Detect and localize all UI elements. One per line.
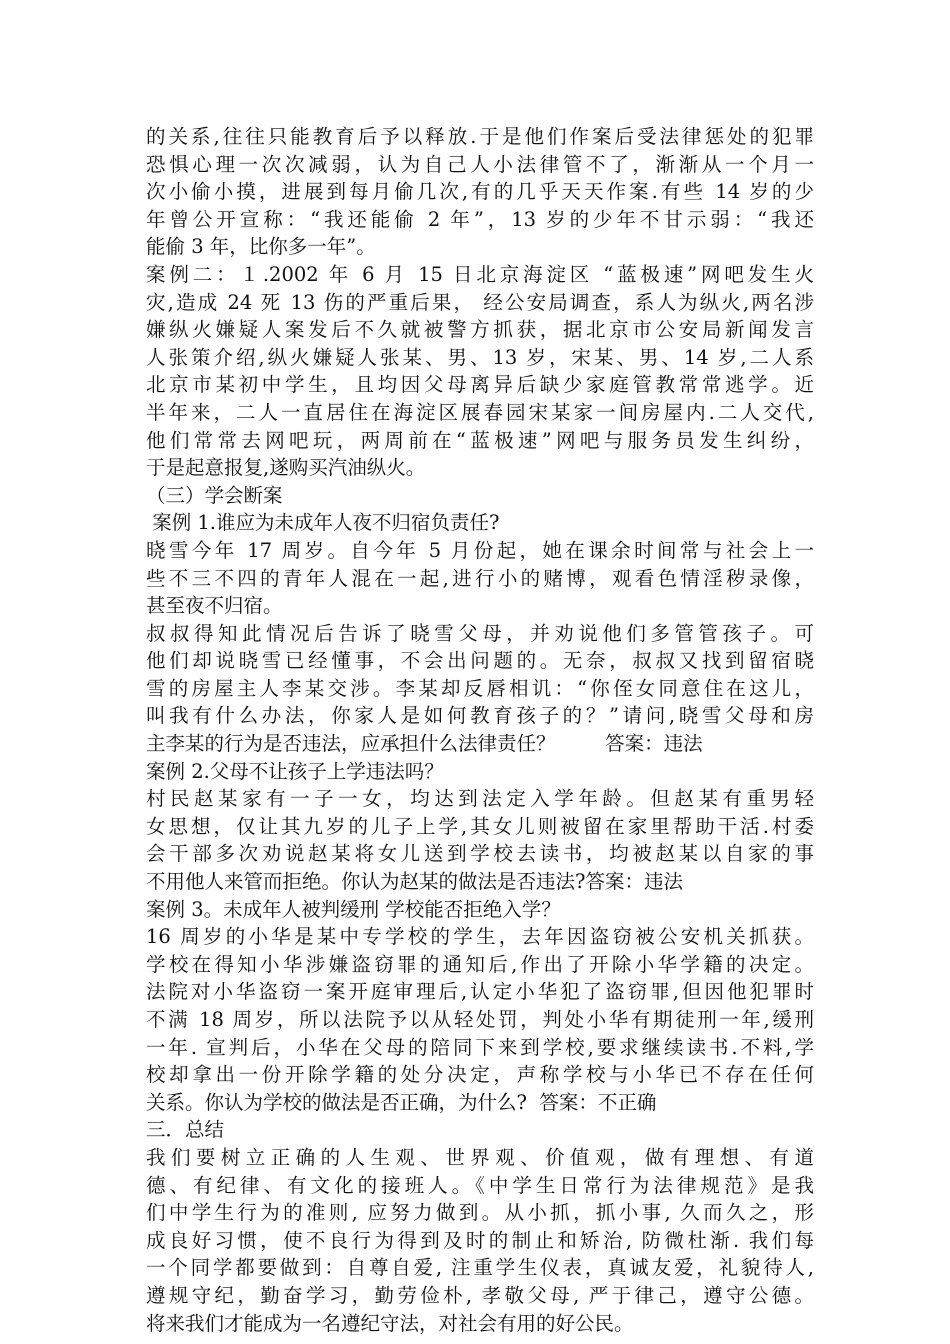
- text-line: 灾,造成 24 死 13 伤的严重后果， 经公安局调查，系人为纵火,两名涉: [146, 290, 814, 314]
- text-line: 的关系,往往只能教育后予以释放.于是他们作案后受法律惩处的犯罪: [146, 125, 814, 148]
- text-line: 甚至夜不归宿。: [146, 594, 283, 618]
- text-line: 学校在得知小华涉嫌盗窃罪的通知后,作出了开除小华学籍的决定。: [146, 952, 814, 976]
- text-line: 将来我们才能成为一名遵纪守法，对社会有用的好公民。: [146, 1311, 634, 1335]
- text-line: 女思想，仅让其九岁的儿子上学,其女儿则被留在家里帮助干活.村委: [146, 814, 814, 838]
- text-line: 法院对小华盗窃一案开庭审理后,认定小华犯了盗窃罪,但因他犯罪时: [146, 980, 814, 1004]
- text-line: 案例二：１.2002 年 6 月 15 日北京海淀区 “蓝极速”网吧发生火: [146, 262, 814, 286]
- text-line: 一个同学都要做到：自尊自爱, 注重学生仪表，真诚友爱，礼貌待人,: [146, 1256, 814, 1280]
- text-line: 不用他人来管而拒绝。你认为赵某的做法是否违法?答案：违法: [146, 870, 683, 894]
- text-line: 他们常常去网吧玩，两周前在“蓝极速”网吧与服务员发生纠纷，: [146, 428, 814, 452]
- text-line: 16 周岁的小华是某中专学校的学生，去年因盗窃被公安机关抓获。: [146, 925, 814, 949]
- text-line: 主李某的行为是否违法，应承担什么法律责任？ 答案：违法: [146, 732, 703, 756]
- text-line: 案例 3。未成年人被判缓刑 学校能否拒绝入学？: [146, 897, 561, 921]
- text-line: 叔叔得知此情况后告诉了晓雪父母，并劝说他们多管管孩子。可: [146, 621, 814, 645]
- text-line: 会干部多次劝说赵某将女儿送到学校去读书，均被赵某以自家的事: [146, 842, 814, 866]
- text-line: （三）学会断案: [146, 483, 283, 507]
- text-line: 一年. 宣判后，小华在父母的陪同下来到学校,要求继续读书.不料,学: [146, 1035, 814, 1059]
- text-line: 年曾公开宣称：“我还能偷 2 年”，13 岁的少年不甘示弱：“我还: [146, 207, 814, 231]
- text-line: 晓雪今年 17 周岁。自今年 5 月份起，她在课余时间常与社会上一: [146, 538, 814, 562]
- text-line: 恐惧心理一次次减弱，认为自己人小法律管不了，渐渐从一个月一: [146, 152, 814, 176]
- text-line: 不满 18 周岁，所以法院予以从轻处罚，判处小华有期徒刑一年,缓刑: [146, 1008, 814, 1031]
- text-line: 校却拿出一份开除学籍的处分决定，声称学校与小华已不存在任何: [146, 1063, 814, 1087]
- text-line: 遵规守纪，勤奋学习，勤劳俭朴, 孝敬父母, 严于律己，遵守公德。: [146, 1283, 814, 1307]
- text-line: 雪的房屋主人李某交涉。李某却反唇相讥：“你侄女同意住在这儿，: [146, 676, 814, 700]
- text-line: 我们要树立正确的人生观、世界观、价值观，做有理想、有道: [146, 1145, 814, 1169]
- text-line: 案例 1.谁应为未成年人夜不归宿负责任?: [146, 511, 500, 535]
- text-line: 成良好习惯，使不良行为得到及时的制止和矫治, 防微杜渐. 我们每: [146, 1228, 814, 1252]
- text-line: 人张策介绍,纵火嫌疑人张某、男、13 岁，宋某、男、14 岁,二人系: [146, 345, 814, 369]
- text-line: 些不三不四的青年人混在一起,进行小的赌博，观看色情淫秽录像，: [146, 566, 814, 590]
- text-line: 德、有纪律、有文化的接班人。《中学生日常行为法律规范》是我: [146, 1173, 814, 1197]
- text-line: 案例 2.父母不让孩子上学违法吗？: [146, 759, 444, 783]
- text-line: 三．总结: [146, 1118, 225, 1142]
- text-line: 关系。你认为学校的做法是否正确，为什么? 答案：不正确: [146, 1090, 657, 1114]
- text-line: 们中学生行为的准则, 应努力做到。从小抓，抓小事, 久而久之，形: [146, 1201, 814, 1225]
- text-line: 嫌纵火嫌疑人案发后不久就被警方抓获，据北京市公安局新闻发言: [146, 318, 814, 342]
- text-line: 他们却说晓雪已经懂事，不会出问题的。无奈，叔叔又找到留宿晓: [146, 649, 814, 673]
- text-line: 村民赵某家有一子一女，均达到法定入学年龄。但赵某有重男轻: [146, 787, 814, 811]
- document-page: [146, 123, 814, 1337]
- text-line: 能偷 3 年，比你多一年”。: [146, 235, 376, 259]
- text-line: 于是起意报复,遂购买汽油纵火。: [146, 456, 426, 480]
- text-line: 叫我有什么办法，你家人是如何教育孩子的？”请问,晓雪父母和房: [146, 704, 814, 728]
- text-line: 北京市某初中学生，且均因父母离异后缺少家庭管教常常逃学。近: [146, 373, 814, 397]
- text-line: 半年来，二人一直居住在海淀区展春园宋某家一间房屋内.二人交代,: [146, 400, 814, 424]
- text-line: 次小偷小摸，进展到每月偷几次,有的几乎天天作案.有些 14 岁的少: [146, 180, 814, 204]
